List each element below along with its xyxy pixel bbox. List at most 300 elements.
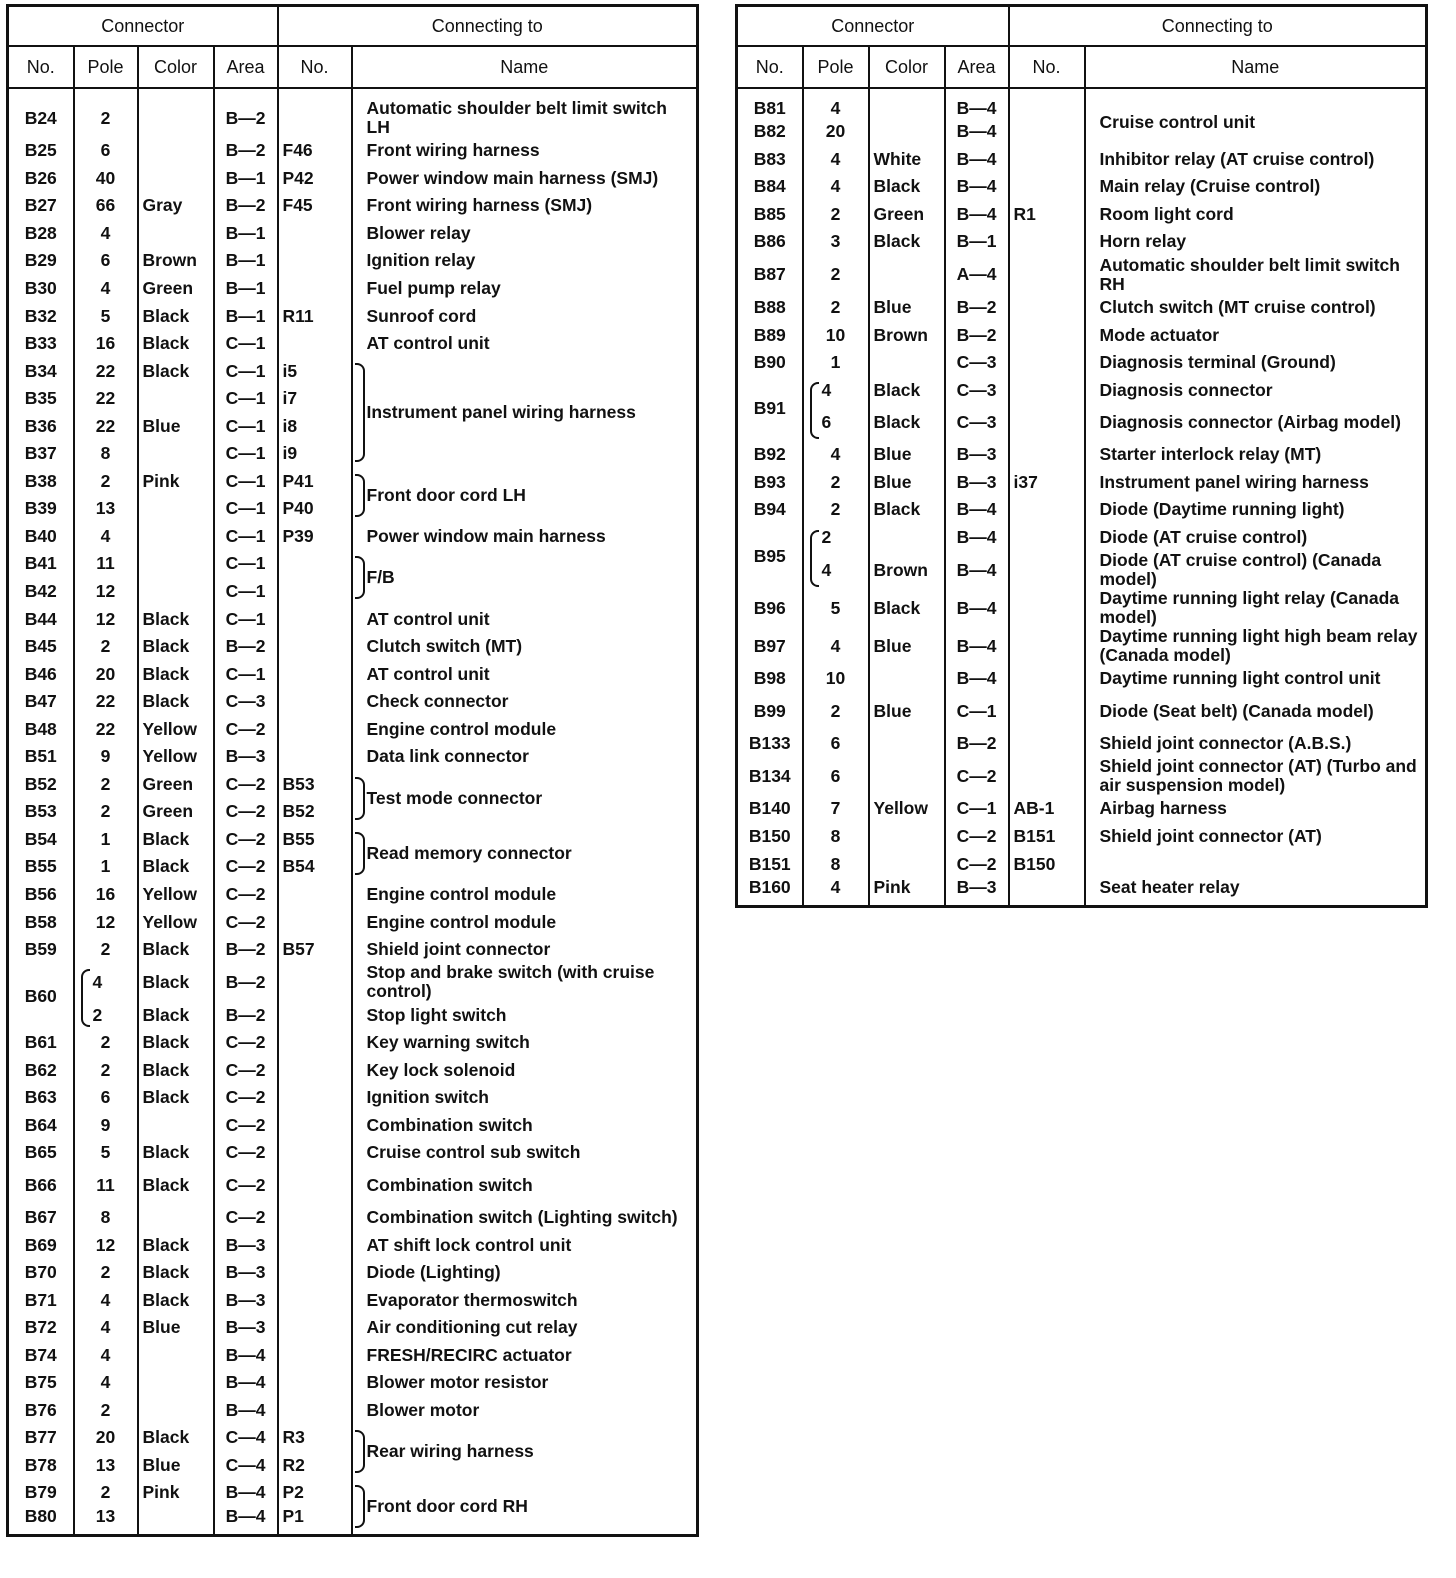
connecting-name-text: Front wiring harness xyxy=(366,140,540,161)
connector-pole: 6 xyxy=(803,404,869,441)
connector-no: B48 xyxy=(24,718,57,739)
table-row xyxy=(8,826,698,854)
connector-area: C—4 xyxy=(214,1424,278,1452)
connector-no: B64 xyxy=(24,1114,57,1135)
connecting-no xyxy=(278,1167,352,1204)
connecting-name xyxy=(352,192,698,220)
connecting-no: B57 xyxy=(278,936,352,964)
connecting-name-text: Blower motor xyxy=(366,1399,480,1420)
connector-no: B79 xyxy=(24,1482,57,1503)
connector-pole: 12 xyxy=(74,1231,138,1259)
connecting-no xyxy=(1009,665,1085,693)
connector-color xyxy=(869,850,945,878)
connector-pole: 4 xyxy=(74,220,138,248)
connector-color: Blue xyxy=(138,412,214,440)
connecting-no xyxy=(278,247,352,275)
connecting-name xyxy=(352,247,698,275)
connecting-name-text: Starter interlock relay (MT) xyxy=(1099,444,1322,465)
connector-area: B—4 xyxy=(214,1369,278,1397)
connecting-name-text: Engine control module xyxy=(366,884,557,905)
connector-no: B83 xyxy=(753,148,786,169)
connector-area: C—3 xyxy=(945,349,1009,377)
connector-no: B26 xyxy=(24,167,57,188)
connecting-name-text: Mode actuator xyxy=(1099,324,1220,345)
connector-no: B46 xyxy=(24,663,57,684)
connecting-no xyxy=(278,550,352,578)
connector-pole: 11 xyxy=(74,1167,138,1204)
connector-pole: 6 xyxy=(74,247,138,275)
connector-no: B62 xyxy=(24,1059,57,1080)
connector-pole: 4 xyxy=(74,1369,138,1397)
col-header-connecting-no: No. xyxy=(1009,46,1085,88)
table-row xyxy=(8,771,698,799)
connector-pole: 22 xyxy=(74,412,138,440)
table-row xyxy=(8,936,698,964)
connector-pole: 8 xyxy=(74,440,138,468)
table-row xyxy=(737,850,1427,878)
connecting-no xyxy=(278,1084,352,1112)
connecting-name-text: FRESH/RECIRC actuator xyxy=(366,1344,572,1365)
table-row xyxy=(8,247,698,275)
connector-area: B—3 xyxy=(214,1314,278,1342)
connector-color xyxy=(869,524,945,552)
connector-area: B—4 xyxy=(945,524,1009,552)
connector-pole: 2 xyxy=(74,1259,138,1287)
connector-no: B27 xyxy=(24,195,57,216)
connector-area: B—4 xyxy=(945,88,1009,118)
connecting-name xyxy=(352,1341,698,1369)
connecting-no xyxy=(278,715,352,743)
connector-color: Green xyxy=(138,275,214,303)
connector-no: B60 xyxy=(24,985,57,1006)
table-row xyxy=(737,795,1427,823)
connecting-name xyxy=(352,1057,698,1085)
connecting-name-text: Instrument panel wiring harness xyxy=(1099,471,1369,492)
connector-pole: 4 xyxy=(803,376,869,404)
connector-area: C—1 xyxy=(214,660,278,688)
connector-no: B71 xyxy=(24,1289,57,1310)
connector-no: B33 xyxy=(24,333,57,354)
connector-color xyxy=(869,823,945,851)
connecting-name xyxy=(352,1231,698,1259)
connecting-no: P40 xyxy=(278,495,352,523)
connector-color: Black xyxy=(138,1139,214,1167)
connecting-no: B52 xyxy=(278,798,352,826)
table-row xyxy=(8,908,698,936)
connecting-name-text: Shield joint connector xyxy=(366,939,551,960)
connector-area: B—3 xyxy=(945,441,1009,469)
connecting-name xyxy=(352,220,698,248)
connector-area: C—2 xyxy=(214,798,278,826)
connector-color xyxy=(138,1341,214,1369)
group-brace xyxy=(355,474,365,517)
connecting-no xyxy=(278,1057,352,1085)
connector-color: Green xyxy=(138,798,214,826)
connecting-no: B55 xyxy=(278,826,352,854)
table-row xyxy=(8,1479,698,1507)
connecting-name-text: Diode (Daytime running light) xyxy=(1099,499,1345,520)
table-row xyxy=(8,1369,698,1397)
connector-color xyxy=(869,118,945,146)
connecting-name xyxy=(1085,496,1427,524)
connecting-no xyxy=(278,88,352,137)
connecting-name-text: Daytime running light relay (Canada model) xyxy=(1099,588,1399,628)
connecting-name-text: Power window main harness (SMJ) xyxy=(366,167,659,188)
connecting-name xyxy=(352,88,698,137)
connecting-name xyxy=(352,963,698,1001)
connector-pole: 12 xyxy=(74,908,138,936)
connecting-no xyxy=(278,275,352,303)
connector-no: B51 xyxy=(24,746,57,767)
connecting-no xyxy=(1009,404,1085,441)
connector-color: Green xyxy=(869,201,945,229)
connector-color: Black xyxy=(138,1259,214,1287)
connecting-no: P2 xyxy=(278,1479,352,1507)
connecting-no xyxy=(1009,551,1085,589)
connector-no: B81 xyxy=(753,98,786,118)
connector-color: Blue xyxy=(138,1452,214,1480)
table-row xyxy=(8,881,698,909)
connector-color: Black xyxy=(869,376,945,404)
connector-area: B—4 xyxy=(214,1341,278,1369)
connector-no: B80 xyxy=(24,1505,57,1526)
connector-pole: 8 xyxy=(803,850,869,878)
connector-color: Black xyxy=(138,1057,214,1085)
connector-no: B96 xyxy=(753,597,786,618)
connecting-name xyxy=(1085,551,1427,589)
connector-no: B52 xyxy=(24,773,57,794)
connector-color: Brown xyxy=(138,247,214,275)
connecting-no xyxy=(1009,441,1085,469)
connector-pole: 16 xyxy=(74,881,138,909)
connector-color xyxy=(138,1507,214,1536)
table-row xyxy=(737,823,1427,851)
connector-color: Black xyxy=(138,1424,214,1452)
connector-no: B39 xyxy=(24,498,57,519)
connecting-name-text: Horn relay xyxy=(1099,231,1187,252)
table-row xyxy=(8,743,698,771)
table-row xyxy=(737,376,1427,404)
connector-no: B85 xyxy=(753,203,786,224)
connecting-name-text: Stop light switch xyxy=(366,1004,507,1025)
connecting-name-text: Combination switch xyxy=(366,1174,533,1195)
connecting-no xyxy=(278,1369,352,1397)
connecting-no xyxy=(1009,118,1085,146)
table-row xyxy=(737,228,1427,256)
connector-no: B65 xyxy=(24,1142,57,1163)
connecting-name xyxy=(1085,349,1427,377)
connecting-no xyxy=(278,1397,352,1425)
connecting-name-text: AT control unit xyxy=(366,333,490,354)
connecting-name-text: Diagnosis terminal (Ground) xyxy=(1099,352,1336,373)
group-brace xyxy=(355,1485,365,1528)
col-header-area: Area xyxy=(214,46,278,88)
connector-pole: 4 xyxy=(803,627,869,665)
connector-no: B54 xyxy=(24,828,57,849)
table-row xyxy=(8,1397,698,1425)
connecting-name-text: Daytime running light high beam relay (Canada model) xyxy=(1099,626,1418,666)
connector-color: Black xyxy=(138,605,214,633)
connector-table-right xyxy=(735,4,1428,908)
connector-no: B41 xyxy=(24,553,57,574)
table-row xyxy=(737,878,1427,907)
connecting-name-text: Combination switch (Lighting switch) xyxy=(366,1206,678,1227)
connector-area: C—2 xyxy=(214,1204,278,1232)
connector-area: B—2 xyxy=(214,633,278,661)
connector-pole: 6 xyxy=(74,1084,138,1112)
connector-area: B—3 xyxy=(214,1231,278,1259)
table-row xyxy=(8,137,698,165)
connector-color: Yellow xyxy=(138,743,214,771)
connecting-no: R1 xyxy=(1009,201,1085,229)
connector-pole: 20 xyxy=(74,1424,138,1452)
connector-pole: 9 xyxy=(74,1112,138,1140)
connector-pole: 2 xyxy=(74,1479,138,1507)
table-row xyxy=(8,275,698,303)
col-header-no: No. xyxy=(737,46,803,88)
connecting-no: i7 xyxy=(278,385,352,413)
connector-color xyxy=(138,1204,214,1232)
connector-no: B56 xyxy=(24,884,57,905)
connector-no: B66 xyxy=(24,1174,57,1195)
connecting-name-text: Diode (Lighting) xyxy=(366,1262,501,1283)
table-row xyxy=(737,730,1427,758)
connecting-no: i8 xyxy=(278,412,352,440)
connector-pole: 4 xyxy=(803,551,869,589)
connector-pole: 1 xyxy=(74,826,138,854)
connector-pole: 66 xyxy=(74,192,138,220)
connecting-name-text: Key warning switch xyxy=(366,1032,530,1053)
table-row xyxy=(737,201,1427,229)
connector-pole: 8 xyxy=(74,1204,138,1232)
connector-pole: 40 xyxy=(74,165,138,193)
connector-area: C—1 xyxy=(214,357,278,385)
connecting-no xyxy=(1009,173,1085,201)
connector-color: Black xyxy=(138,1029,214,1057)
connector-pole: 2 xyxy=(74,936,138,964)
connector-area: C—3 xyxy=(945,376,1009,404)
table-row xyxy=(8,1084,698,1112)
connector-color: Black xyxy=(869,228,945,256)
connecting-no xyxy=(278,605,352,633)
connector-area: C—2 xyxy=(214,1139,278,1167)
table-row xyxy=(737,551,1427,589)
connector-color xyxy=(869,757,945,795)
connector-no: B86 xyxy=(753,231,786,252)
connector-color: Black xyxy=(869,173,945,201)
connector-pole: 22 xyxy=(74,688,138,716)
connector-area: C—2 xyxy=(214,1167,278,1204)
table-row xyxy=(8,1057,698,1085)
connecting-name xyxy=(352,1397,698,1425)
connector-area: B—2 xyxy=(214,88,278,137)
connector-color xyxy=(138,1397,214,1425)
connector-color xyxy=(138,1369,214,1397)
connecting-name xyxy=(1085,404,1427,441)
connecting-name xyxy=(352,330,698,358)
connector-pole: 10 xyxy=(803,665,869,693)
table-row xyxy=(737,468,1427,496)
connecting-name-text: Front door cord LH xyxy=(366,484,526,505)
connecting-no xyxy=(1009,256,1085,294)
connector-color xyxy=(869,349,945,377)
connector-area: B—4 xyxy=(214,1479,278,1507)
connector-no: B140 xyxy=(748,798,791,819)
connecting-name xyxy=(1085,795,1427,823)
connecting-no xyxy=(1009,496,1085,524)
connecting-name xyxy=(352,1424,698,1479)
connector-group-header: Connector xyxy=(737,6,1009,47)
connecting-no xyxy=(1009,349,1085,377)
connector-no: B97 xyxy=(753,635,786,656)
connector-no: B90 xyxy=(753,352,786,373)
connector-pole: 2 xyxy=(803,496,869,524)
connecting-name xyxy=(352,1314,698,1342)
connector-color xyxy=(138,165,214,193)
connector-color: Yellow xyxy=(869,795,945,823)
connecting-name xyxy=(1085,173,1427,201)
connector-pole: 2 xyxy=(803,693,869,730)
connecting-name xyxy=(352,1112,698,1140)
connector-color: Black xyxy=(869,496,945,524)
connector-color xyxy=(869,256,945,294)
connector-area: B—3 xyxy=(945,878,1009,907)
connecting-name xyxy=(1085,321,1427,349)
connector-area: B—2 xyxy=(945,321,1009,349)
connector-no: B82 xyxy=(753,121,786,142)
connector-area: C—3 xyxy=(214,688,278,716)
connecting-name xyxy=(1085,441,1427,469)
connector-area: C—1 xyxy=(214,605,278,633)
connecting-name-text: Diode (AT cruise control) (Canada model) xyxy=(1099,550,1382,590)
connecting-name-text: AT control unit xyxy=(366,608,490,629)
connecting-name xyxy=(352,357,698,467)
connector-pole: 22 xyxy=(74,385,138,413)
connector-area: B—2 xyxy=(214,936,278,964)
connecting-no: P1 xyxy=(278,1507,352,1536)
connecting-no xyxy=(1009,146,1085,174)
connecting-name xyxy=(352,660,698,688)
table-row xyxy=(8,1259,698,1287)
table-row xyxy=(8,660,698,688)
connecting-no: R2 xyxy=(278,1452,352,1480)
connector-pole: 2 xyxy=(74,771,138,799)
connecting-name xyxy=(352,1084,698,1112)
connector-area: B—4 xyxy=(945,173,1009,201)
connecting-name-text: Check connector xyxy=(366,691,509,712)
connector-area: A—4 xyxy=(945,256,1009,294)
connecting-no xyxy=(278,1314,352,1342)
connector-area: B—4 xyxy=(945,551,1009,589)
connector-color: White xyxy=(869,146,945,174)
connecting-no: B151 xyxy=(1009,823,1085,851)
col-header-pole: Pole xyxy=(74,46,138,88)
connector-area: C—2 xyxy=(945,823,1009,851)
connecting-name-text: Clutch switch (MT) xyxy=(366,636,523,657)
connecting-name xyxy=(1085,627,1427,665)
connector-area: B—1 xyxy=(214,302,278,330)
connector-no: B47 xyxy=(24,691,57,712)
connector-color: Blue xyxy=(869,294,945,322)
connecting-name xyxy=(352,1167,698,1204)
table-row xyxy=(8,192,698,220)
connecting-name xyxy=(1085,850,1427,878)
connecting-no: B54 xyxy=(278,853,352,881)
connector-no: B29 xyxy=(24,250,57,271)
connector-no: B98 xyxy=(753,668,786,689)
connector-no: B45 xyxy=(24,636,57,657)
table-row xyxy=(8,1139,698,1167)
connecting-name xyxy=(1085,228,1427,256)
connecting-name-text: Blower motor resistor xyxy=(366,1372,549,1393)
connecting-no xyxy=(278,1341,352,1369)
connector-color: Blue xyxy=(138,1314,214,1342)
connector-color: Black xyxy=(138,1084,214,1112)
table-row xyxy=(8,220,698,248)
connector-color: Black xyxy=(138,963,214,1001)
connector-area: C—2 xyxy=(214,1084,278,1112)
connector-area: C—1 xyxy=(214,468,278,496)
connecting-name-text: Ignition relay xyxy=(366,250,476,271)
connector-color xyxy=(138,523,214,551)
connector-no: B74 xyxy=(24,1344,57,1365)
connector-color: Black xyxy=(138,660,214,688)
connector-area: B—2 xyxy=(214,963,278,1001)
connecting-to-group-header: Connecting to xyxy=(1009,6,1427,47)
connecting-name-text: Main relay (Cruise control) xyxy=(1099,176,1321,197)
table-row xyxy=(737,627,1427,665)
connector-color xyxy=(138,88,214,137)
connecting-name xyxy=(352,137,698,165)
connector-area: B—2 xyxy=(945,294,1009,322)
table-row xyxy=(737,294,1427,322)
connector-area: B—4 xyxy=(945,146,1009,174)
connector-area: B—4 xyxy=(214,1507,278,1536)
connector-pole: 11 xyxy=(74,550,138,578)
connector-pole: 13 xyxy=(74,1452,138,1480)
table-row xyxy=(8,1286,698,1314)
connector-pole: 2 xyxy=(74,633,138,661)
connector-area: B—4 xyxy=(945,496,1009,524)
connecting-name xyxy=(352,302,698,330)
connector-pole: 4 xyxy=(803,878,869,907)
connector-area: C—1 xyxy=(945,795,1009,823)
connecting-name-text: Room light cord xyxy=(1099,203,1234,224)
connecting-name-text: Diagnosis connector xyxy=(1099,379,1273,400)
connector-area: C—1 xyxy=(214,523,278,551)
connector-color: Black xyxy=(138,688,214,716)
connector-no: B61 xyxy=(24,1032,57,1053)
connector-pole: 8 xyxy=(803,823,869,851)
connector-no: B151 xyxy=(748,853,791,874)
connector-color: Brown xyxy=(869,321,945,349)
connecting-name-text: Daytime running light control unit xyxy=(1099,668,1381,689)
connector-color: Blue xyxy=(869,627,945,665)
connector-area: B—3 xyxy=(214,1286,278,1314)
connector-no: B24 xyxy=(24,107,57,128)
connector-color xyxy=(138,495,214,523)
table-row xyxy=(737,146,1427,174)
col-header-name: Name xyxy=(1085,46,1427,88)
connector-pole: 4 xyxy=(803,88,869,118)
table-row xyxy=(8,523,698,551)
connecting-name xyxy=(352,688,698,716)
connector-pole: 4 xyxy=(74,523,138,551)
connecting-no: F45 xyxy=(278,192,352,220)
connector-pole: 7 xyxy=(803,795,869,823)
connector-no: B42 xyxy=(24,581,57,602)
connecting-name xyxy=(1085,146,1427,174)
